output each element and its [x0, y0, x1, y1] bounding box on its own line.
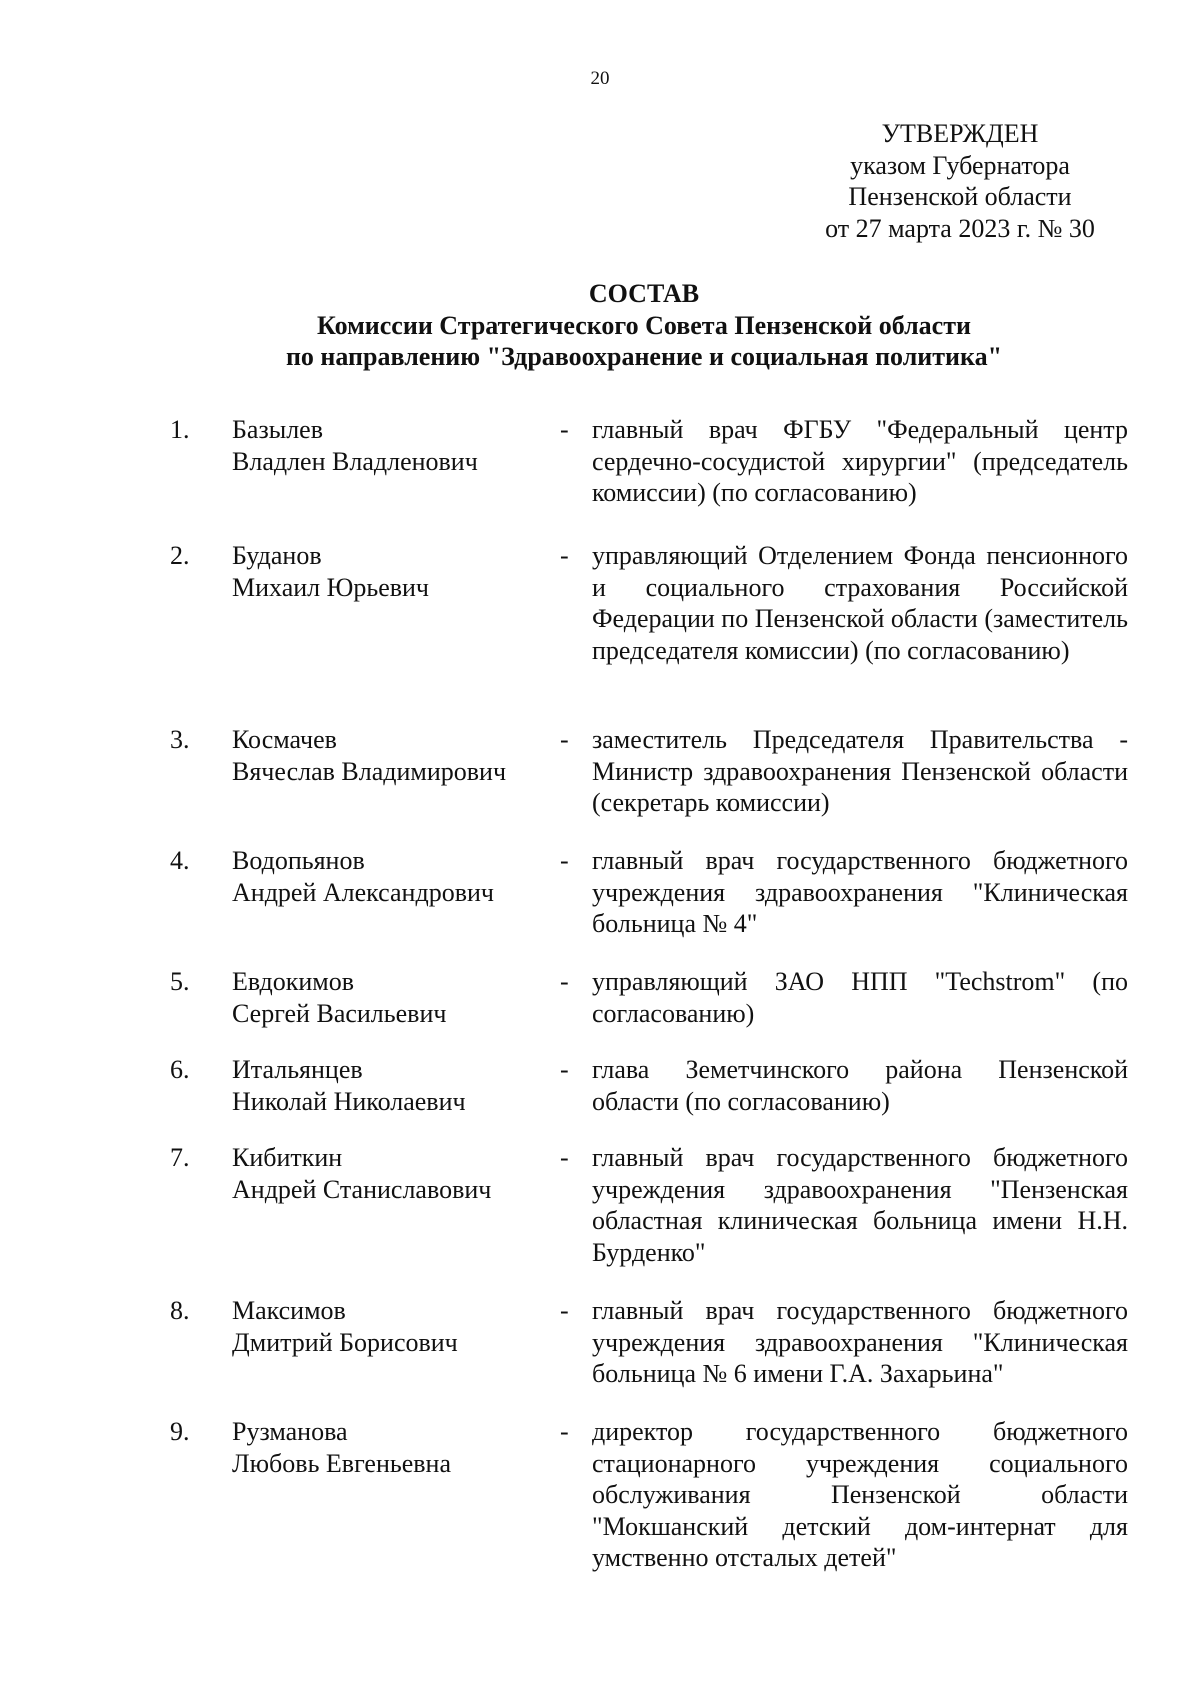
member-given-names: Андрей Станиславович: [232, 1174, 492, 1204]
member-dash: -: [560, 1055, 569, 1084]
member-given-names: Сергей Васильевич: [232, 998, 447, 1028]
title-line: Комиссии Стратегического Совета Пензенской области: [317, 310, 971, 340]
member-dash: -: [560, 725, 569, 754]
title-line: по направлению "Здравоохранение и социальная политика": [285, 342, 1003, 371]
member-dash: -: [560, 415, 569, 444]
member-row: [0, 1054, 1200, 1142]
member-row: [0, 1416, 1200, 1576]
member-name: [232, 1416, 562, 1479]
member-given-names: Андрей Александрович: [232, 877, 494, 907]
member-number: 6.: [170, 1055, 190, 1084]
member-given-names: Владлен Владленович: [232, 446, 478, 476]
member-surname: Водопьянов: [232, 846, 365, 875]
approval-line: УТВЕРЖДЕН: [881, 119, 1039, 148]
member-given-names: Николай Николаевич: [232, 1086, 466, 1116]
member-number: 1.: [170, 415, 190, 444]
member-surname: Базылев: [232, 415, 323, 444]
member-surname: Итальянцев: [232, 1055, 363, 1084]
member-position: управляющий Отделением Фонда пенсионного и социального страхования Российской Федерации по Пензенской области (заместитель председателя комиссии) (по согласованию): [592, 541, 1128, 665]
member-given-names: Вячеслав Владимирович: [232, 756, 507, 786]
member-row: [0, 540, 1200, 724]
member-dash: -: [560, 1417, 569, 1446]
member-name: [232, 966, 562, 1029]
approval-stamp: [780, 118, 1140, 244]
member-position: главный врач государственного бюджетного учреждения здравоохранения "Клиническая больница № 6 имени Г.А. Захарьина": [592, 1296, 1128, 1388]
member-number: 3.: [170, 725, 190, 754]
approval-line: указом Губернатора: [850, 150, 1070, 180]
member-row: [0, 414, 1200, 540]
member-given-names: Любовь Евгеньевна: [232, 1448, 451, 1478]
member-number: 5.: [170, 967, 190, 996]
member-surname: Максимов: [232, 1296, 346, 1325]
member-row: [0, 966, 1200, 1054]
member-row: [0, 1295, 1200, 1416]
title-heading: СОСТАВ: [588, 279, 700, 308]
member-row: [0, 1142, 1200, 1295]
member-name: [232, 1295, 562, 1358]
member-number: 4.: [170, 846, 190, 875]
member-position: заместитель Председателя Правительства - Министр здравоохранения Пензенской области (секретарь комиссии): [592, 725, 1128, 817]
approval-line: Пензенской области: [848, 182, 1072, 211]
member-surname: Буданов: [232, 541, 322, 570]
member-number: 9.: [170, 1417, 190, 1446]
member-name: [232, 724, 562, 787]
member-position: управляющий ЗАО НПП "Techstrom" (по согласованию): [592, 967, 1128, 1028]
member-name: [232, 1054, 562, 1117]
member-row: [0, 724, 1200, 845]
member-name: [232, 540, 562, 603]
member-position: глава Земетчинского района Пензенской области (по согласованию): [592, 1055, 1128, 1116]
member-number: 7.: [170, 1143, 190, 1172]
member-row: [0, 845, 1200, 966]
member-dash: -: [560, 967, 569, 996]
member-dash: -: [560, 1296, 569, 1325]
member-dash: -: [560, 541, 569, 570]
member-position: главный врач ФГБУ "Федеральный центр сердечно-сосудистой хирургии" (председатель комиссии) (по согласованию): [592, 415, 1128, 507]
member-surname: Космачев: [232, 725, 337, 754]
member-surname: Рузманова: [232, 1417, 348, 1446]
member-position: директор государственного бюджетного стационарного учреждения социального обслуживания Пензенской области "Мокшанский детский дом-интернат для умственно отсталых детей": [592, 1417, 1128, 1572]
document-title: [0, 278, 1200, 373]
member-given-names: Михаил Юрьевич: [232, 572, 430, 602]
member-position: главный врач государственного бюджетного учреждения здравоохранения "Пензенская областная клиническая больница имени Н.Н. Бурденко": [592, 1143, 1128, 1267]
member-surname: Евдокимов: [232, 967, 355, 996]
member-number: 8.: [170, 1296, 190, 1325]
member-name: [232, 414, 562, 477]
member-name: [232, 845, 562, 908]
member-dash: -: [560, 1143, 569, 1172]
member-number: 2.: [170, 541, 190, 570]
approval-line: от 27 марта 2023 г. № 30: [825, 213, 1095, 243]
member-dash: -: [560, 846, 569, 875]
member-name: [232, 1142, 562, 1205]
member-given-names: Дмитрий Борисович: [232, 1327, 458, 1357]
members-list: [0, 414, 1200, 1576]
page-number: 20: [590, 68, 610, 89]
member-position: главный врач государственного бюджетного учреждения здравоохранения "Клиническая больница № 4": [592, 846, 1128, 938]
member-surname: Кибиткин: [232, 1143, 343, 1172]
